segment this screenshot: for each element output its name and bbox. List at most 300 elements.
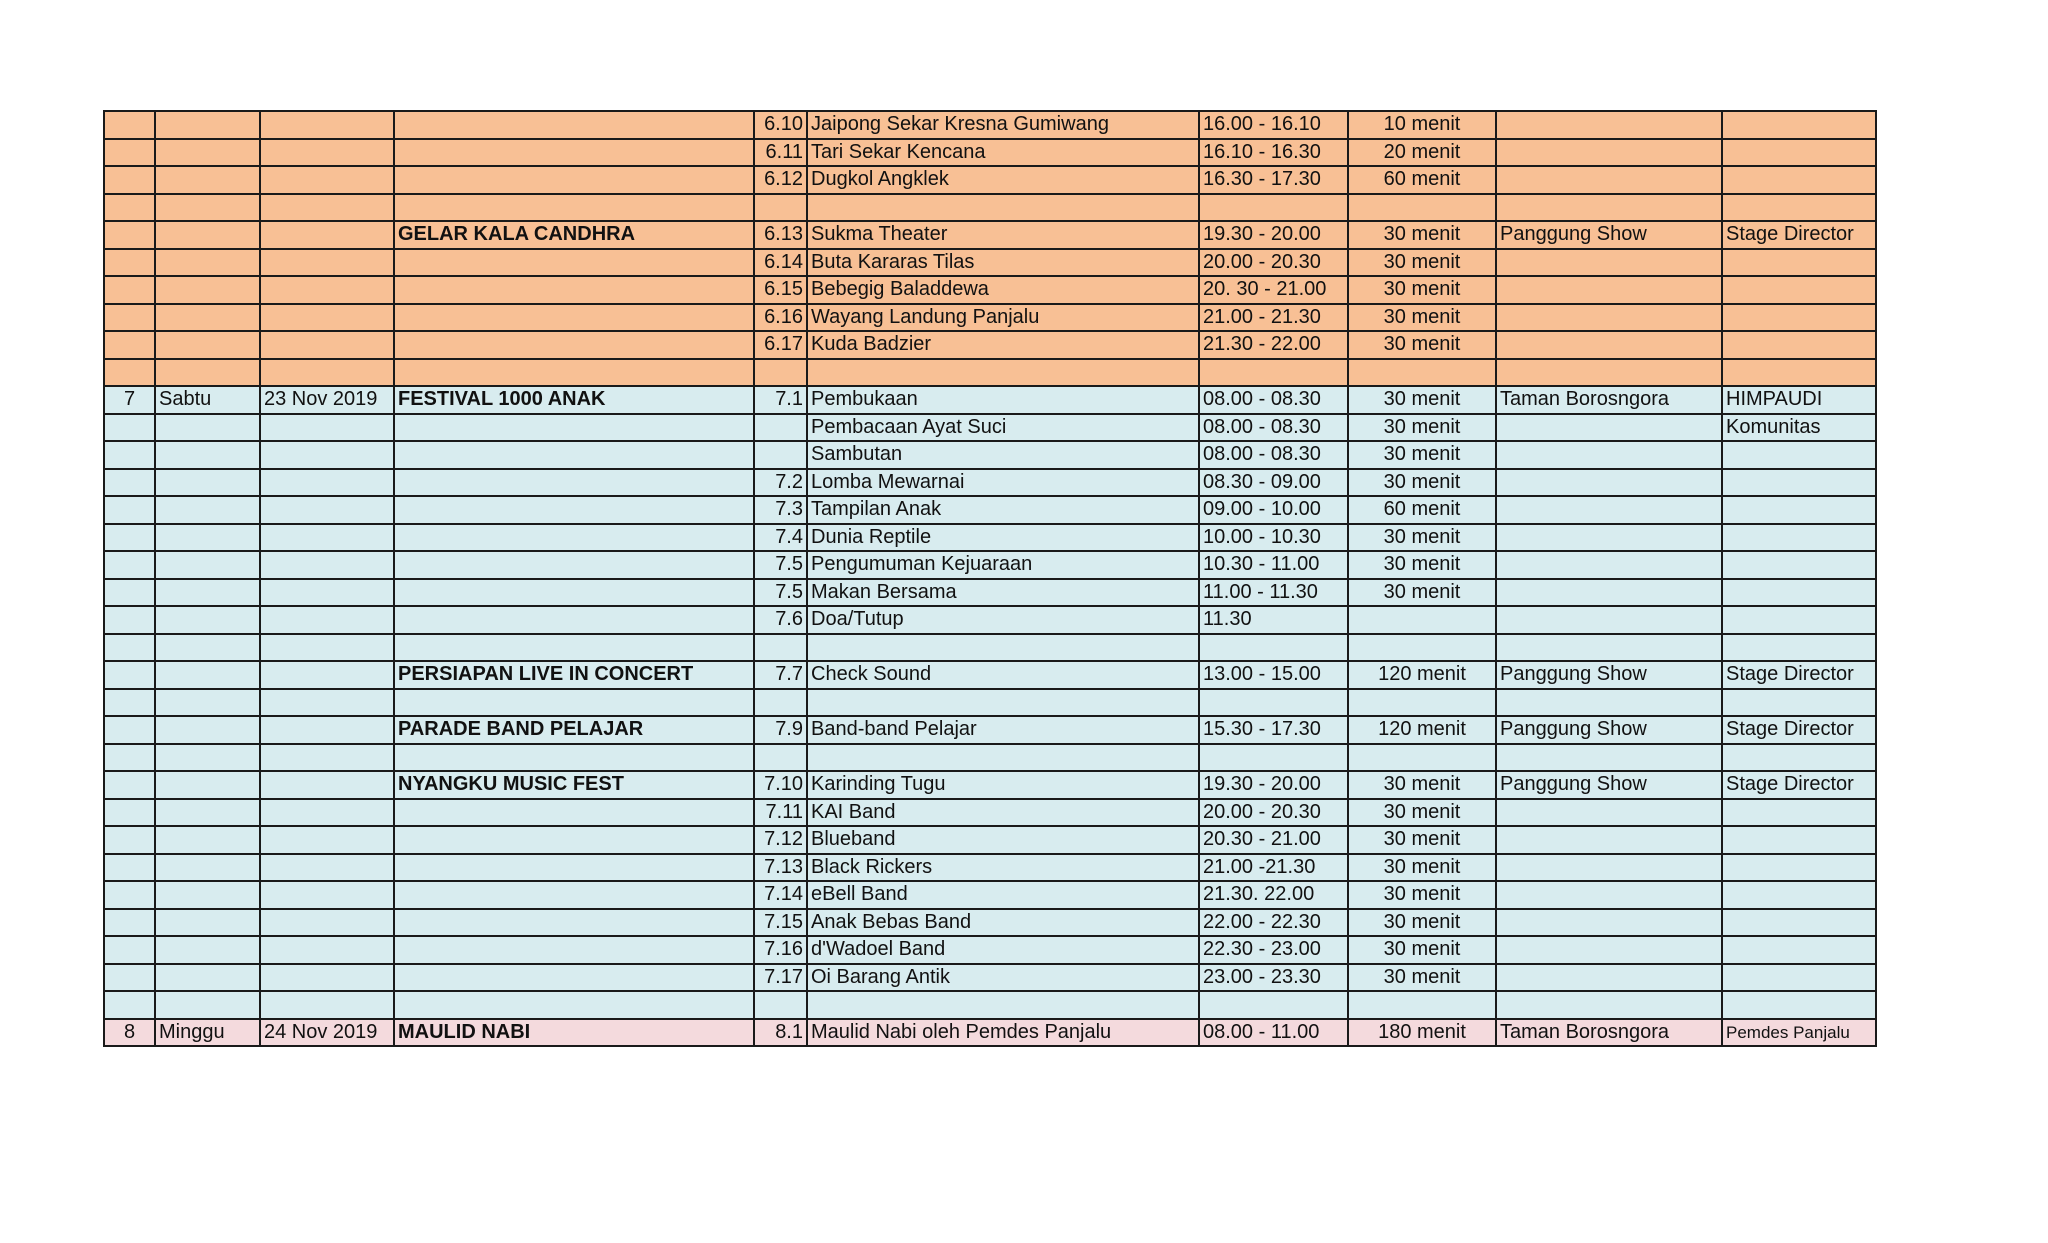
cell-date [260, 909, 394, 937]
cell-date [260, 881, 394, 909]
table-row [104, 249, 1876, 277]
table-row [104, 414, 1876, 442]
cell-time: 10.30 - 11.00 [1199, 551, 1348, 579]
cell-location [1496, 799, 1722, 827]
cell-activity [807, 991, 1199, 1019]
cell-organizer [1722, 496, 1876, 524]
cell-day [155, 744, 260, 772]
cell-location [1496, 936, 1722, 964]
table-row [104, 661, 1876, 689]
cell-item-number: 6.12 [754, 166, 807, 194]
cell-item-number: 7.3 [754, 496, 807, 524]
cell-activity: d'Wadoel Band [807, 936, 1199, 964]
cell-event [394, 111, 754, 139]
cell-event [394, 276, 754, 304]
cell-number [104, 139, 155, 167]
cell-activity: Makan Bersama [807, 579, 1199, 607]
table-row [104, 441, 1876, 469]
table-row [104, 579, 1876, 607]
cell-time [1199, 991, 1348, 1019]
cell-number: 7 [104, 386, 155, 414]
cell-date [260, 936, 394, 964]
cell-duration: 20 menit [1348, 139, 1496, 167]
cell-day [155, 111, 260, 139]
cell-organizer: HIMPAUDI [1722, 386, 1876, 414]
cell-activity: Pengumuman Kejuaraan [807, 551, 1199, 579]
cell-day [155, 359, 260, 387]
cell-item-number: 7.2 [754, 469, 807, 497]
table-row [104, 139, 1876, 167]
cell-day [155, 771, 260, 799]
table-row [104, 469, 1876, 497]
cell-day [155, 936, 260, 964]
cell-activity: KAI Band [807, 799, 1199, 827]
cell-number [104, 854, 155, 882]
cell-location [1496, 414, 1722, 442]
cell-activity [807, 634, 1199, 662]
cell-activity: Karinding Tugu [807, 771, 1199, 799]
cell-activity: Jaipong Sekar Kresna Gumiwang [807, 111, 1199, 139]
cell-duration: 10 menit [1348, 111, 1496, 139]
cell-date [260, 469, 394, 497]
cell-time: 22.00 - 22.30 [1199, 909, 1348, 937]
cell-organizer [1722, 111, 1876, 139]
cell-activity: Tampilan Anak [807, 496, 1199, 524]
cell-duration: 60 menit [1348, 166, 1496, 194]
cell-duration: 180 menit [1348, 1019, 1496, 1047]
cell-time [1199, 359, 1348, 387]
cell-event: PARADE BAND PELAJAR [394, 716, 754, 744]
schedule-table [103, 110, 1877, 1047]
cell-number [104, 661, 155, 689]
cell-location [1496, 249, 1722, 277]
cell-number [104, 744, 155, 772]
cell-organizer [1722, 249, 1876, 277]
cell-date [260, 606, 394, 634]
cell-duration [1348, 194, 1496, 222]
cell-day [155, 524, 260, 552]
cell-organizer: Stage Director [1722, 771, 1876, 799]
cell-date [260, 661, 394, 689]
table-row [104, 881, 1876, 909]
cell-item-number: 6.17 [754, 331, 807, 359]
cell-duration: 30 menit [1348, 579, 1496, 607]
cell-activity [807, 194, 1199, 222]
cell-location [1496, 139, 1722, 167]
cell-duration: 30 menit [1348, 414, 1496, 442]
cell-time: 20.00 - 20.30 [1199, 799, 1348, 827]
cell-time: 22.30 - 23.00 [1199, 936, 1348, 964]
cell-organizer [1722, 139, 1876, 167]
cell-organizer [1722, 331, 1876, 359]
cell-activity: Buta Kararas Tilas [807, 249, 1199, 277]
cell-day [155, 441, 260, 469]
cell-date [260, 331, 394, 359]
cell-number [104, 551, 155, 579]
table-row [104, 991, 1876, 1019]
cell-day: Minggu [155, 1019, 260, 1047]
cell-organizer [1722, 359, 1876, 387]
table-row [104, 689, 1876, 717]
cell-day [155, 496, 260, 524]
cell-organizer [1722, 304, 1876, 332]
cell-item-number: 6.11 [754, 139, 807, 167]
cell-location: Taman Borosngora [1496, 1019, 1722, 1047]
cell-organizer [1722, 194, 1876, 222]
cell-location [1496, 496, 1722, 524]
cell-time: 11.30 [1199, 606, 1348, 634]
cell-item-number [754, 744, 807, 772]
cell-day [155, 826, 260, 854]
cell-event: GELAR KALA CANDHRA [394, 221, 754, 249]
cell-time: 13.00 - 15.00 [1199, 661, 1348, 689]
cell-day [155, 606, 260, 634]
cell-number [104, 991, 155, 1019]
cell-organizer [1722, 166, 1876, 194]
cell-day [155, 166, 260, 194]
cell-time: 08.30 - 09.00 [1199, 469, 1348, 497]
cell-number [104, 111, 155, 139]
schedule-body [104, 111, 1876, 1046]
cell-item-number: 7.15 [754, 909, 807, 937]
cell-location [1496, 826, 1722, 854]
cell-number [104, 716, 155, 744]
cell-organizer [1722, 551, 1876, 579]
cell-date [260, 139, 394, 167]
cell-day [155, 331, 260, 359]
cell-date [260, 826, 394, 854]
cell-duration: 30 menit [1348, 909, 1496, 937]
cell-time: 19.30 - 20.00 [1199, 221, 1348, 249]
cell-activity [807, 744, 1199, 772]
cell-location [1496, 881, 1722, 909]
cell-duration: 30 menit [1348, 524, 1496, 552]
cell-date [260, 221, 394, 249]
cell-duration: 30 menit [1348, 964, 1496, 992]
cell-date [260, 441, 394, 469]
cell-date [260, 634, 394, 662]
cell-date [260, 964, 394, 992]
cell-organizer [1722, 881, 1876, 909]
cell-date [260, 304, 394, 332]
cell-day [155, 304, 260, 332]
cell-event [394, 249, 754, 277]
cell-date [260, 524, 394, 552]
table-row [104, 331, 1876, 359]
cell-location [1496, 194, 1722, 222]
cell-item-number [754, 991, 807, 1019]
cell-location [1496, 634, 1722, 662]
cell-organizer [1722, 991, 1876, 1019]
cell-number [104, 166, 155, 194]
cell-duration: 30 menit [1348, 799, 1496, 827]
cell-date [260, 771, 394, 799]
cell-activity: Black Rickers [807, 854, 1199, 882]
cell-item-number [754, 359, 807, 387]
cell-location [1496, 304, 1722, 332]
cell-location [1496, 441, 1722, 469]
cell-day [155, 634, 260, 662]
cell-item-number: 7.9 [754, 716, 807, 744]
cell-event [394, 744, 754, 772]
cell-number [104, 634, 155, 662]
cell-activity [807, 359, 1199, 387]
cell-day [155, 414, 260, 442]
cell-item-number: 8.1 [754, 1019, 807, 1047]
cell-time: 11.00 - 11.30 [1199, 579, 1348, 607]
cell-item-number: 7.5 [754, 551, 807, 579]
cell-duration: 30 menit [1348, 276, 1496, 304]
table-row [104, 799, 1876, 827]
cell-location [1496, 964, 1722, 992]
cell-time: 20.00 - 20.30 [1199, 249, 1348, 277]
table-row [104, 276, 1876, 304]
cell-duration: 30 menit [1348, 826, 1496, 854]
cell-item-number: 7.7 [754, 661, 807, 689]
cell-activity: Bebegig Baladdewa [807, 276, 1199, 304]
cell-date [260, 854, 394, 882]
cell-date [260, 194, 394, 222]
cell-organizer [1722, 744, 1876, 772]
cell-item-number: 6.14 [754, 249, 807, 277]
table-row [104, 634, 1876, 662]
cell-date [260, 551, 394, 579]
cell-date [260, 249, 394, 277]
cell-time: 20.30 - 21.00 [1199, 826, 1348, 854]
table-row [104, 166, 1876, 194]
cell-date [260, 799, 394, 827]
cell-event [394, 964, 754, 992]
cell-event [394, 331, 754, 359]
cell-duration [1348, 991, 1496, 1019]
cell-date [260, 276, 394, 304]
cell-location [1496, 579, 1722, 607]
cell-number [104, 881, 155, 909]
cell-time: 21.00 -21.30 [1199, 854, 1348, 882]
table-row [104, 524, 1876, 552]
cell-location [1496, 469, 1722, 497]
cell-day [155, 689, 260, 717]
cell-item-number: 6.15 [754, 276, 807, 304]
cell-activity: Pembukaan [807, 386, 1199, 414]
cell-location [1496, 276, 1722, 304]
cell-item-number: 6.13 [754, 221, 807, 249]
cell-event [394, 359, 754, 387]
cell-day [155, 881, 260, 909]
cell-event [394, 414, 754, 442]
cell-duration: 120 menit [1348, 716, 1496, 744]
cell-item-number: 7.17 [754, 964, 807, 992]
cell-event [394, 304, 754, 332]
cell-date [260, 744, 394, 772]
cell-location [1496, 111, 1722, 139]
cell-date: 23 Nov 2019 [260, 386, 394, 414]
cell-activity: eBell Band [807, 881, 1199, 909]
cell-event [394, 634, 754, 662]
cell-duration: 30 menit [1348, 221, 1496, 249]
cell-activity: Dugkol Angklek [807, 166, 1199, 194]
cell-time: 21.30. 22.00 [1199, 881, 1348, 909]
cell-activity [807, 689, 1199, 717]
cell-number [104, 276, 155, 304]
cell-location [1496, 359, 1722, 387]
cell-event [394, 854, 754, 882]
cell-number [104, 359, 155, 387]
cell-day [155, 276, 260, 304]
cell-duration: 30 menit [1348, 854, 1496, 882]
cell-organizer [1722, 909, 1876, 937]
cell-item-number: 6.16 [754, 304, 807, 332]
cell-organizer [1722, 634, 1876, 662]
cell-date [260, 991, 394, 1019]
cell-number [104, 249, 155, 277]
cell-event [394, 579, 754, 607]
cell-organizer: Stage Director [1722, 661, 1876, 689]
cell-number [104, 826, 155, 854]
cell-location: Panggung Show [1496, 771, 1722, 799]
cell-duration: 30 menit [1348, 386, 1496, 414]
cell-organizer [1722, 826, 1876, 854]
cell-location [1496, 744, 1722, 772]
table-row [104, 1019, 1876, 1047]
cell-location [1496, 166, 1722, 194]
cell-number [104, 441, 155, 469]
cell-activity: Sukma Theater [807, 221, 1199, 249]
cell-event: PERSIAPAN LIVE IN CONCERT [394, 661, 754, 689]
cell-organizer [1722, 276, 1876, 304]
cell-number [104, 496, 155, 524]
cell-time [1199, 194, 1348, 222]
cell-number [104, 964, 155, 992]
cell-number: 8 [104, 1019, 155, 1047]
cell-item-number [754, 194, 807, 222]
cell-number [104, 524, 155, 552]
cell-activity: Maulid Nabi oleh Pemdes Panjalu [807, 1019, 1199, 1047]
cell-activity: Blueband [807, 826, 1199, 854]
cell-number [104, 221, 155, 249]
table-row [104, 606, 1876, 634]
cell-time: 21.30 - 22.00 [1199, 331, 1348, 359]
cell-day [155, 799, 260, 827]
cell-number [104, 909, 155, 937]
cell-event [394, 991, 754, 1019]
cell-duration: 30 menit [1348, 249, 1496, 277]
table-row [104, 826, 1876, 854]
cell-item-number: 7.16 [754, 936, 807, 964]
cell-number [104, 606, 155, 634]
cell-item-number: 7.10 [754, 771, 807, 799]
table-row [104, 744, 1876, 772]
cell-day [155, 579, 260, 607]
cell-item-number [754, 634, 807, 662]
cell-day [155, 551, 260, 579]
cell-duration: 30 menit [1348, 551, 1496, 579]
cell-day [155, 221, 260, 249]
cell-number [104, 689, 155, 717]
table-row [104, 771, 1876, 799]
cell-day [155, 716, 260, 744]
cell-time: 19.30 - 20.00 [1199, 771, 1348, 799]
cell-location [1496, 689, 1722, 717]
cell-event [394, 909, 754, 937]
cell-day [155, 139, 260, 167]
cell-date [260, 166, 394, 194]
cell-location [1496, 991, 1722, 1019]
cell-event [394, 194, 754, 222]
cell-time: 21.00 - 21.30 [1199, 304, 1348, 332]
cell-time: 16.30 - 17.30 [1199, 166, 1348, 194]
cell-day [155, 469, 260, 497]
cell-activity: Anak Bebas Band [807, 909, 1199, 937]
cell-activity: Kuda Badzier [807, 331, 1199, 359]
cell-time [1199, 634, 1348, 662]
cell-event [394, 606, 754, 634]
table-row [104, 194, 1876, 222]
cell-organizer [1722, 689, 1876, 717]
table-row [104, 854, 1876, 882]
cell-duration [1348, 634, 1496, 662]
cell-activity: Lomba Mewarnai [807, 469, 1199, 497]
cell-day [155, 991, 260, 1019]
cell-location [1496, 909, 1722, 937]
cell-time: 15.30 - 17.30 [1199, 716, 1348, 744]
cell-item-number: 7.1 [754, 386, 807, 414]
cell-duration: 30 menit [1348, 331, 1496, 359]
cell-location [1496, 551, 1722, 579]
cell-time: 16.10 - 16.30 [1199, 139, 1348, 167]
cell-activity: Doa/Tutup [807, 606, 1199, 634]
cell-organizer: Stage Director [1722, 221, 1876, 249]
cell-time: 10.00 - 10.30 [1199, 524, 1348, 552]
cell-number [104, 936, 155, 964]
cell-item-number: 7.11 [754, 799, 807, 827]
cell-organizer [1722, 964, 1876, 992]
cell-organizer [1722, 936, 1876, 964]
cell-item-number [754, 689, 807, 717]
table-row [104, 964, 1876, 992]
cell-number [104, 579, 155, 607]
cell-time: 20. 30 - 21.00 [1199, 276, 1348, 304]
cell-item-number [754, 441, 807, 469]
cell-event [394, 551, 754, 579]
cell-duration: 30 menit [1348, 469, 1496, 497]
cell-location: Panggung Show [1496, 661, 1722, 689]
cell-day: Sabtu [155, 386, 260, 414]
cell-event [394, 689, 754, 717]
cell-event [394, 441, 754, 469]
cell-event [394, 166, 754, 194]
cell-item-number: 7.4 [754, 524, 807, 552]
cell-event: NYANGKU MUSIC FEST [394, 771, 754, 799]
cell-organizer [1722, 524, 1876, 552]
table-row [104, 386, 1876, 414]
cell-organizer: Pemdes Panjalu [1722, 1019, 1876, 1047]
table-row [104, 496, 1876, 524]
table-row [104, 359, 1876, 387]
cell-location: Panggung Show [1496, 716, 1722, 744]
cell-event: FESTIVAL 1000 ANAK [394, 386, 754, 414]
cell-number [104, 469, 155, 497]
cell-activity: Dunia Reptile [807, 524, 1199, 552]
cell-duration [1348, 689, 1496, 717]
cell-date [260, 716, 394, 744]
cell-item-number: 7.13 [754, 854, 807, 882]
cell-location: Panggung Show [1496, 221, 1722, 249]
cell-number [104, 414, 155, 442]
table-row [104, 936, 1876, 964]
cell-duration: 120 menit [1348, 661, 1496, 689]
cell-date [260, 414, 394, 442]
